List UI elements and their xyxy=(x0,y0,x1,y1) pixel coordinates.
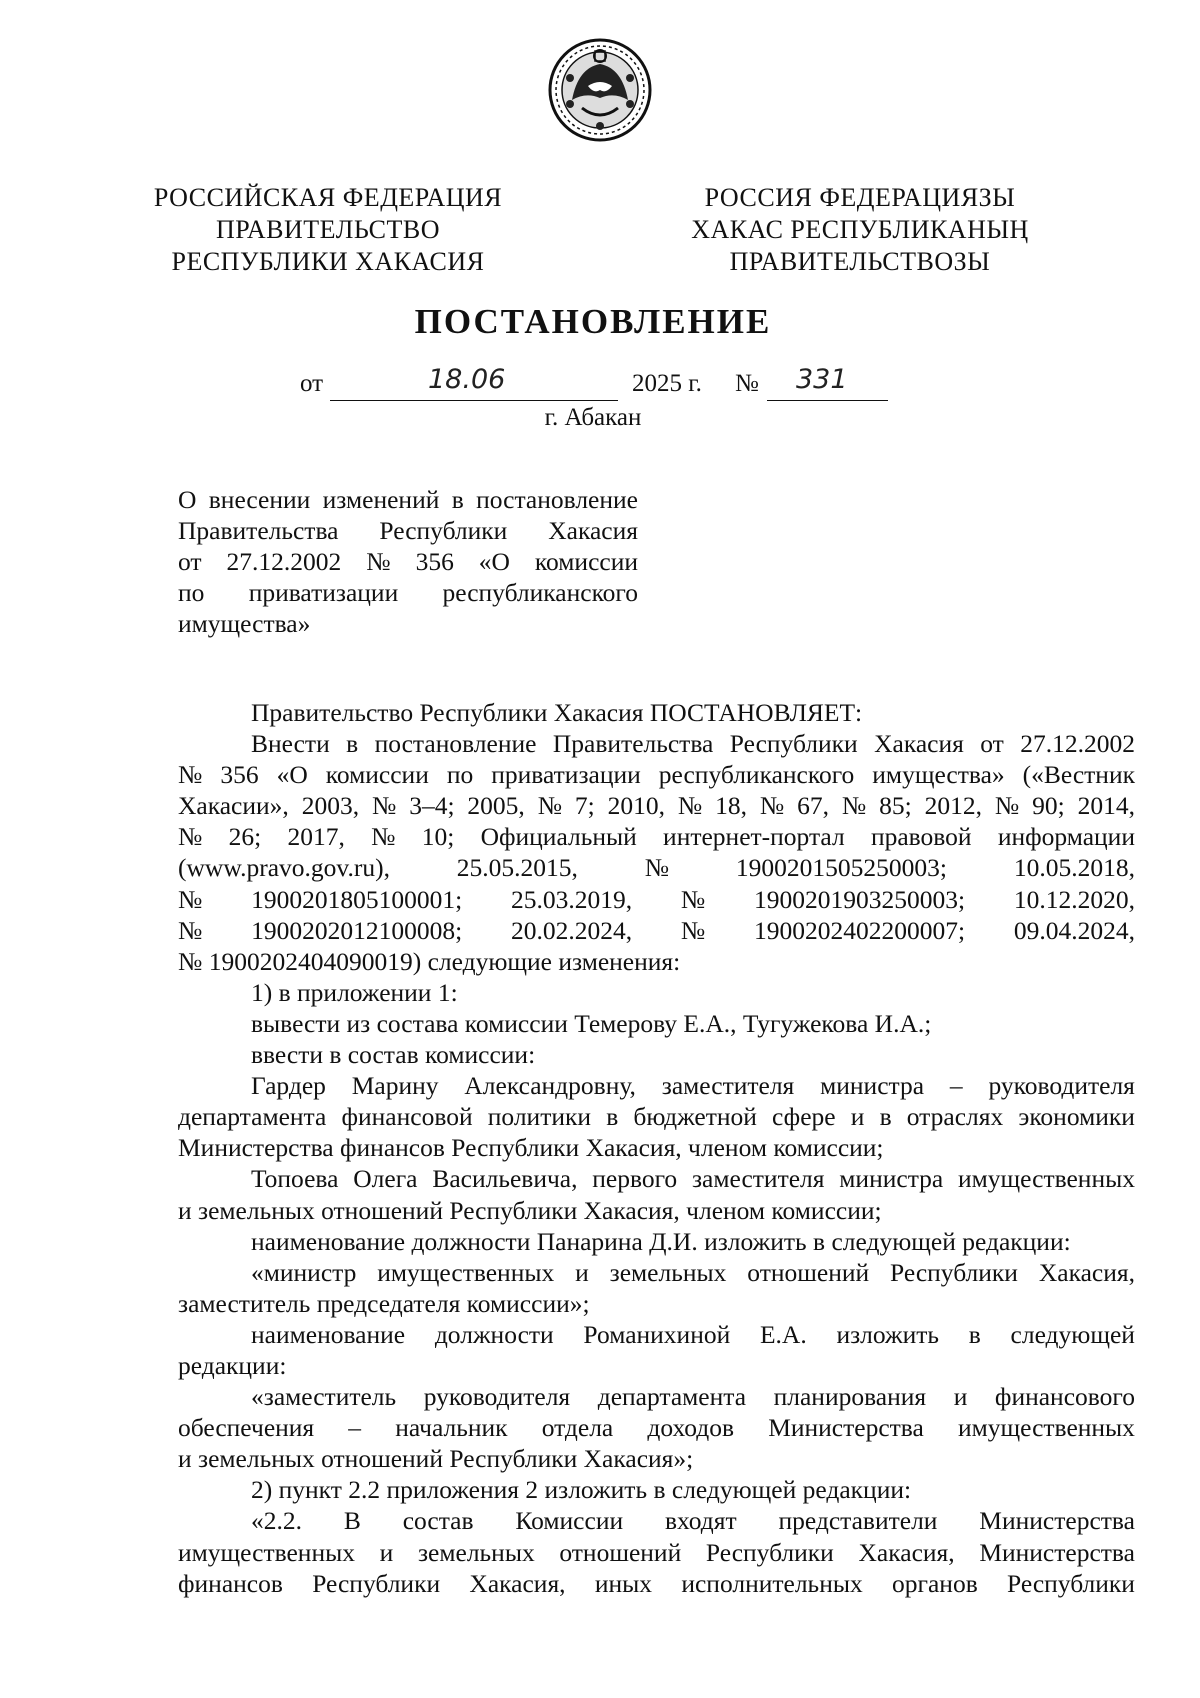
date-underline xyxy=(330,400,618,401)
body-line: 1) в приложении 1: xyxy=(251,977,458,1007)
body-line: департамента финансовой политики в бюджетной сфере и в отраслях экономики xyxy=(178,1102,1135,1132)
coat-of-arms-emblem xyxy=(548,38,652,142)
body-line: и земельных отношений Республики Хакасия, членом комиссии; xyxy=(178,1195,882,1225)
subject-line: Правительства Республики Хакасия xyxy=(178,516,638,545)
body-line: обеспечения – начальник отдела доходов Министерства имущественных xyxy=(178,1413,1135,1443)
subject-line: по приватизации республиканского xyxy=(178,578,638,607)
from-label: от xyxy=(300,370,324,397)
body-line: № 1900202404090019) следующие изменения: xyxy=(178,946,681,976)
body-line: (www.pravo.gov.ru), 25.05.2015, № 1900201505250003; 10.05.2018, xyxy=(178,853,1135,883)
year-label: 2025 г. xyxy=(632,370,702,397)
header-right-line-1: РОССИЯ ФЕДЕРАЦИЯЗЫ xyxy=(704,183,1016,212)
body-line: вывести из состава комиссии Темерову Е.А., Тугужекова И.А.; xyxy=(251,1008,932,1038)
subject-line: О внесении изменений в постановление xyxy=(178,485,638,514)
body-line: 2) пункт 2.2 приложения 2 изложить в следующей редакции: xyxy=(251,1475,912,1505)
body-line: наименование должности Романихиной Е.А. изложить в следующей xyxy=(251,1319,1135,1349)
body-line: № 1900201805100001; 25.03.2019, № 1900201903250003; 10.12.2020, xyxy=(178,884,1135,914)
handwritten-date: 18.06 xyxy=(428,364,506,395)
header-right xyxy=(640,182,1080,278)
body-line: № 356 «О комиссии по приватизации республиканского имущества» («Вестник xyxy=(178,760,1135,790)
subject-line: имущества» xyxy=(178,609,311,638)
header-right-line-3: ПРАВИТЕЛЬСТВОЗЫ xyxy=(729,247,991,276)
header-left-line-1: РОССИЙСКАЯ ФЕДЕРАЦИЯ xyxy=(153,183,503,212)
body-line: Министерства финансов Республики Хакасия, членом комиссии; xyxy=(178,1133,884,1163)
body-line: Внести в постановление Правительства Республики Хакасия от 27.12.2002 xyxy=(251,729,1135,759)
body-line: редакции: xyxy=(178,1350,287,1380)
handwritten-number: 331 xyxy=(796,364,848,395)
body-line: Хакасии», 2003, № 3–4; 2005, № 7; 2010, № 18, № 67, № 85; 2012, № 90; 2014, xyxy=(178,791,1135,821)
header-left-line-2: ПРАВИТЕЛЬСТВО xyxy=(216,215,440,244)
document-body xyxy=(178,697,1135,1599)
header-right-line-2: ХАКАС РЕСПУБЛИКАНЫҢ xyxy=(691,215,1029,244)
subject-line: от 27.12.2002 № 356 «О комиссии xyxy=(178,547,638,576)
number-label: № xyxy=(735,370,759,397)
body-line: № 26; 2017, № 10; Официальный интернет-портал правовой информации xyxy=(178,822,1135,852)
document-title: ПОСТАНОВЛЕНИЕ xyxy=(414,302,772,341)
subject-block xyxy=(178,484,638,639)
body-line: ввести в состав комиссии: xyxy=(251,1040,536,1070)
body-line: финансов Республики Хакасия, иных исполнительных органов Республики xyxy=(178,1568,1135,1598)
body-line: Правительство Республики Хакасия ПОСТАНОВЛЯЕТ: xyxy=(251,698,863,727)
header-left-line-3: РЕСПУБЛИКИ ХАКАСИЯ xyxy=(171,247,485,276)
body-line: Гардер Марину Александровну, заместителя министра – руководителя xyxy=(251,1071,1135,1101)
number-underline xyxy=(767,400,888,401)
body-line: наименование должности Панарина Д.И. изложить в следующей редакции: xyxy=(251,1226,1071,1256)
body-line: № 1900202012100008; 20.02.2024, № 1900202402200007; 09.04.2024, xyxy=(178,915,1135,945)
body-line: «министр имущественных и земельных отношений Республики Хакасия, xyxy=(251,1257,1135,1287)
body-line: и земельных отношений Республики Хакасия»; xyxy=(178,1444,694,1474)
body-line: заместитель председателя комиссии»; xyxy=(178,1288,590,1318)
body-line: Топоева Олега Васильевича, первого заместителя министра имущественных xyxy=(251,1164,1135,1194)
body-line: «заместитель руководителя департамента планирования и финансового xyxy=(251,1382,1135,1412)
body-line: «2.2. В состав Комиссии входят представители Министерства xyxy=(251,1506,1135,1536)
body-line: имущественных и земельных отношений Республики Хакасия, Министерства xyxy=(178,1537,1135,1567)
city-label: г. Абакан xyxy=(544,404,642,431)
header-left xyxy=(108,182,548,278)
date-number-line xyxy=(0,364,1200,404)
